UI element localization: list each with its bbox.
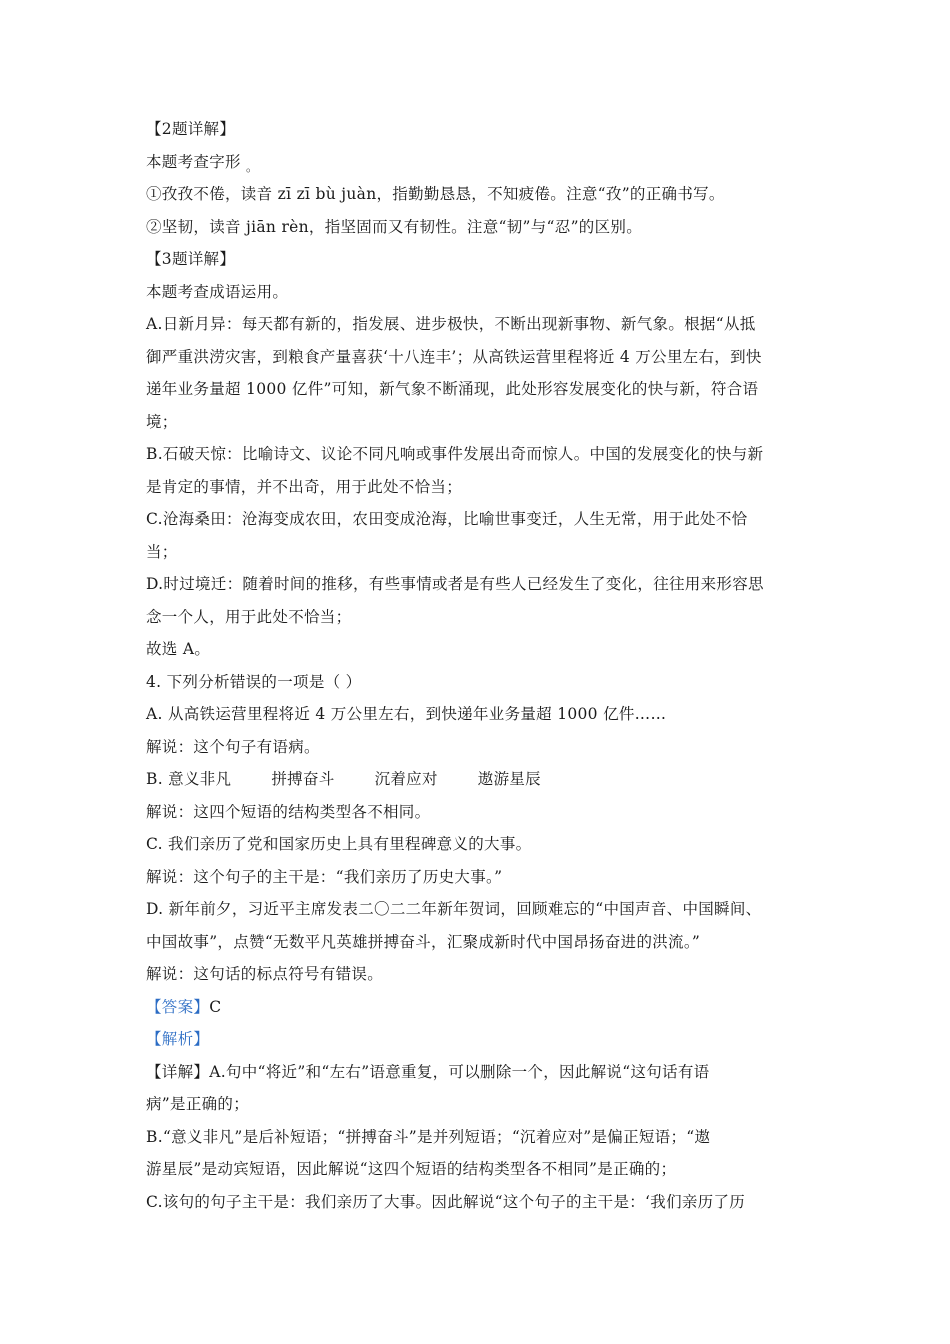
q4-option-b-prefix: B.: [146, 770, 169, 788]
q2-item1: ①孜孜不倦，读音 zī zī bù juàn，指勤勤恳恳，不知疲倦。注意“孜”的正确书写。: [146, 185, 725, 203]
q4-option-b-phrase: 沉着应对: [374, 770, 438, 788]
q2-heading: 【2题详解】: [146, 120, 236, 138]
q3-heading: 【3题详解】: [146, 250, 236, 268]
q2-intro-text: 本题考查字形: [146, 152, 241, 171]
analysis-label: 【解析】: [146, 1030, 210, 1048]
q3-option-a-line3: 递年业务量超 1000 亿件”可知，新气象不断涌现，此处形容发展变化的快与新，符合语: [146, 380, 759, 398]
q4-option-a: A. 从高铁运营里程将近 4 万公里左右，到快递年业务量超 1000 亿件……: [146, 705, 667, 723]
q4-detail-b-line2: 游星辰”是动宾短语，因此解说“这四个短语的结构类型各不相同”是正确的；: [146, 1160, 677, 1178]
q4-option-a-note: 解说：这个句子有语病。: [146, 737, 320, 756]
detail-a-text: A.句中“将近”和“左右”语意重复，可以删除一个，因此解说“这句话有语: [209, 1062, 710, 1081]
q4-detail-a-line1: [146, 1056, 811, 1089]
q4-option-b: [146, 763, 811, 796]
q2-intro: [146, 146, 811, 179]
detail-label: 【详解】: [146, 1062, 210, 1081]
q4-answer: [146, 991, 811, 1024]
q3-option-b-line2: 是肯定的事情，并不出奇，用于此处不恰当；: [146, 477, 463, 496]
q4-option-d-line2: 中国故事”，点赞“无数平凡英雄拼搏奋斗，汇聚成新时代中国昂扬奋进的洪流。”: [146, 932, 701, 951]
q2-item2: ②坚韧，读音 jiān rèn，指坚固而又有韧性。注意“韧”与“忍”的区别。: [146, 217, 643, 236]
q3-intro: 本题考查成语运用。: [146, 282, 289, 301]
q3-option-a-line2: 御严重洪涝灾害，到粮食产量喜获‘十八连丰’；从高铁运营里程将近 4 万公里左右，到快: [146, 347, 762, 366]
q2-intro-mark: 。: [246, 159, 259, 174]
q4-analysis: [146, 1023, 811, 1056]
q4-option-b-phrase: 拼搏奋斗: [271, 770, 335, 788]
q4-option-d-note: 解说：这句话的标点符号有错误。: [146, 965, 384, 983]
q4-detail-b-line1: B.“意义非凡”是后补短语；“拼搏奋斗”是并列短语；“沉着应对”是偏正短语；“遨: [146, 1127, 711, 1146]
q4-detail-a-line2: 病”是正确的；: [146, 1095, 250, 1113]
q3-option-c-line2: 当；: [146, 542, 178, 561]
q3-option-d-line1: D.时过境迁：随着时间的推移，有些事情或者是有些人已经发生了变化，往往用来形容思: [146, 575, 764, 593]
q3-option-b-line1: B.石破天惊：比喻诗文、议论不同凡响或事件发展出奇而惊人。中国的发展变化的快与新: [146, 445, 764, 463]
q4-question: 4. 下列分析错误的一项是（ ）: [146, 672, 362, 691]
q4-option-c-note: 解说：这个句子的主干是：“我们亲历了历史大事。”: [146, 867, 503, 886]
answer-value: C: [209, 997, 222, 1016]
answer-label: 【答案】: [146, 997, 210, 1016]
q3-option-a-line4: 境；: [146, 412, 178, 431]
q4-option-d-line1: D. 新年前夕，习近平主席发表二〇二二年新年贺词，回顾难忘的“中国声音、中国瞬间、: [146, 900, 762, 918]
q3-conclusion: 故选 A。: [146, 640, 211, 658]
q4-option-b-phrase: 意义非凡: [168, 770, 232, 788]
q4-option-b-phrase: 遨游星辰: [477, 770, 541, 788]
q4-option-c: C. 我们亲历了党和国家历史上具有里程碑意义的大事。: [146, 835, 532, 853]
q3-option-a-line1: A.日新月异：每天都有新的，指发展、进步极快，不断出现新事物、新气象。根据“从抵: [146, 315, 756, 333]
q3-option-d-line2: 念一个人，用于此处不恰当；: [146, 607, 352, 626]
q4-detail-c-line1: C.该句的句子主干是：我们亲历了大事。因此解说“这个句子的主干是：‘我们亲历了历: [146, 1192, 746, 1211]
q3-option-c-line1: C.沧海桑田：沧海变成农田，农田变成沧海，比喻世事变迁，人生无常，用于此处不恰: [146, 510, 748, 528]
q4-option-b-note: 解说：这四个短语的结构类型各不相同。: [146, 802, 431, 821]
document-page: [146, 113, 811, 1218]
